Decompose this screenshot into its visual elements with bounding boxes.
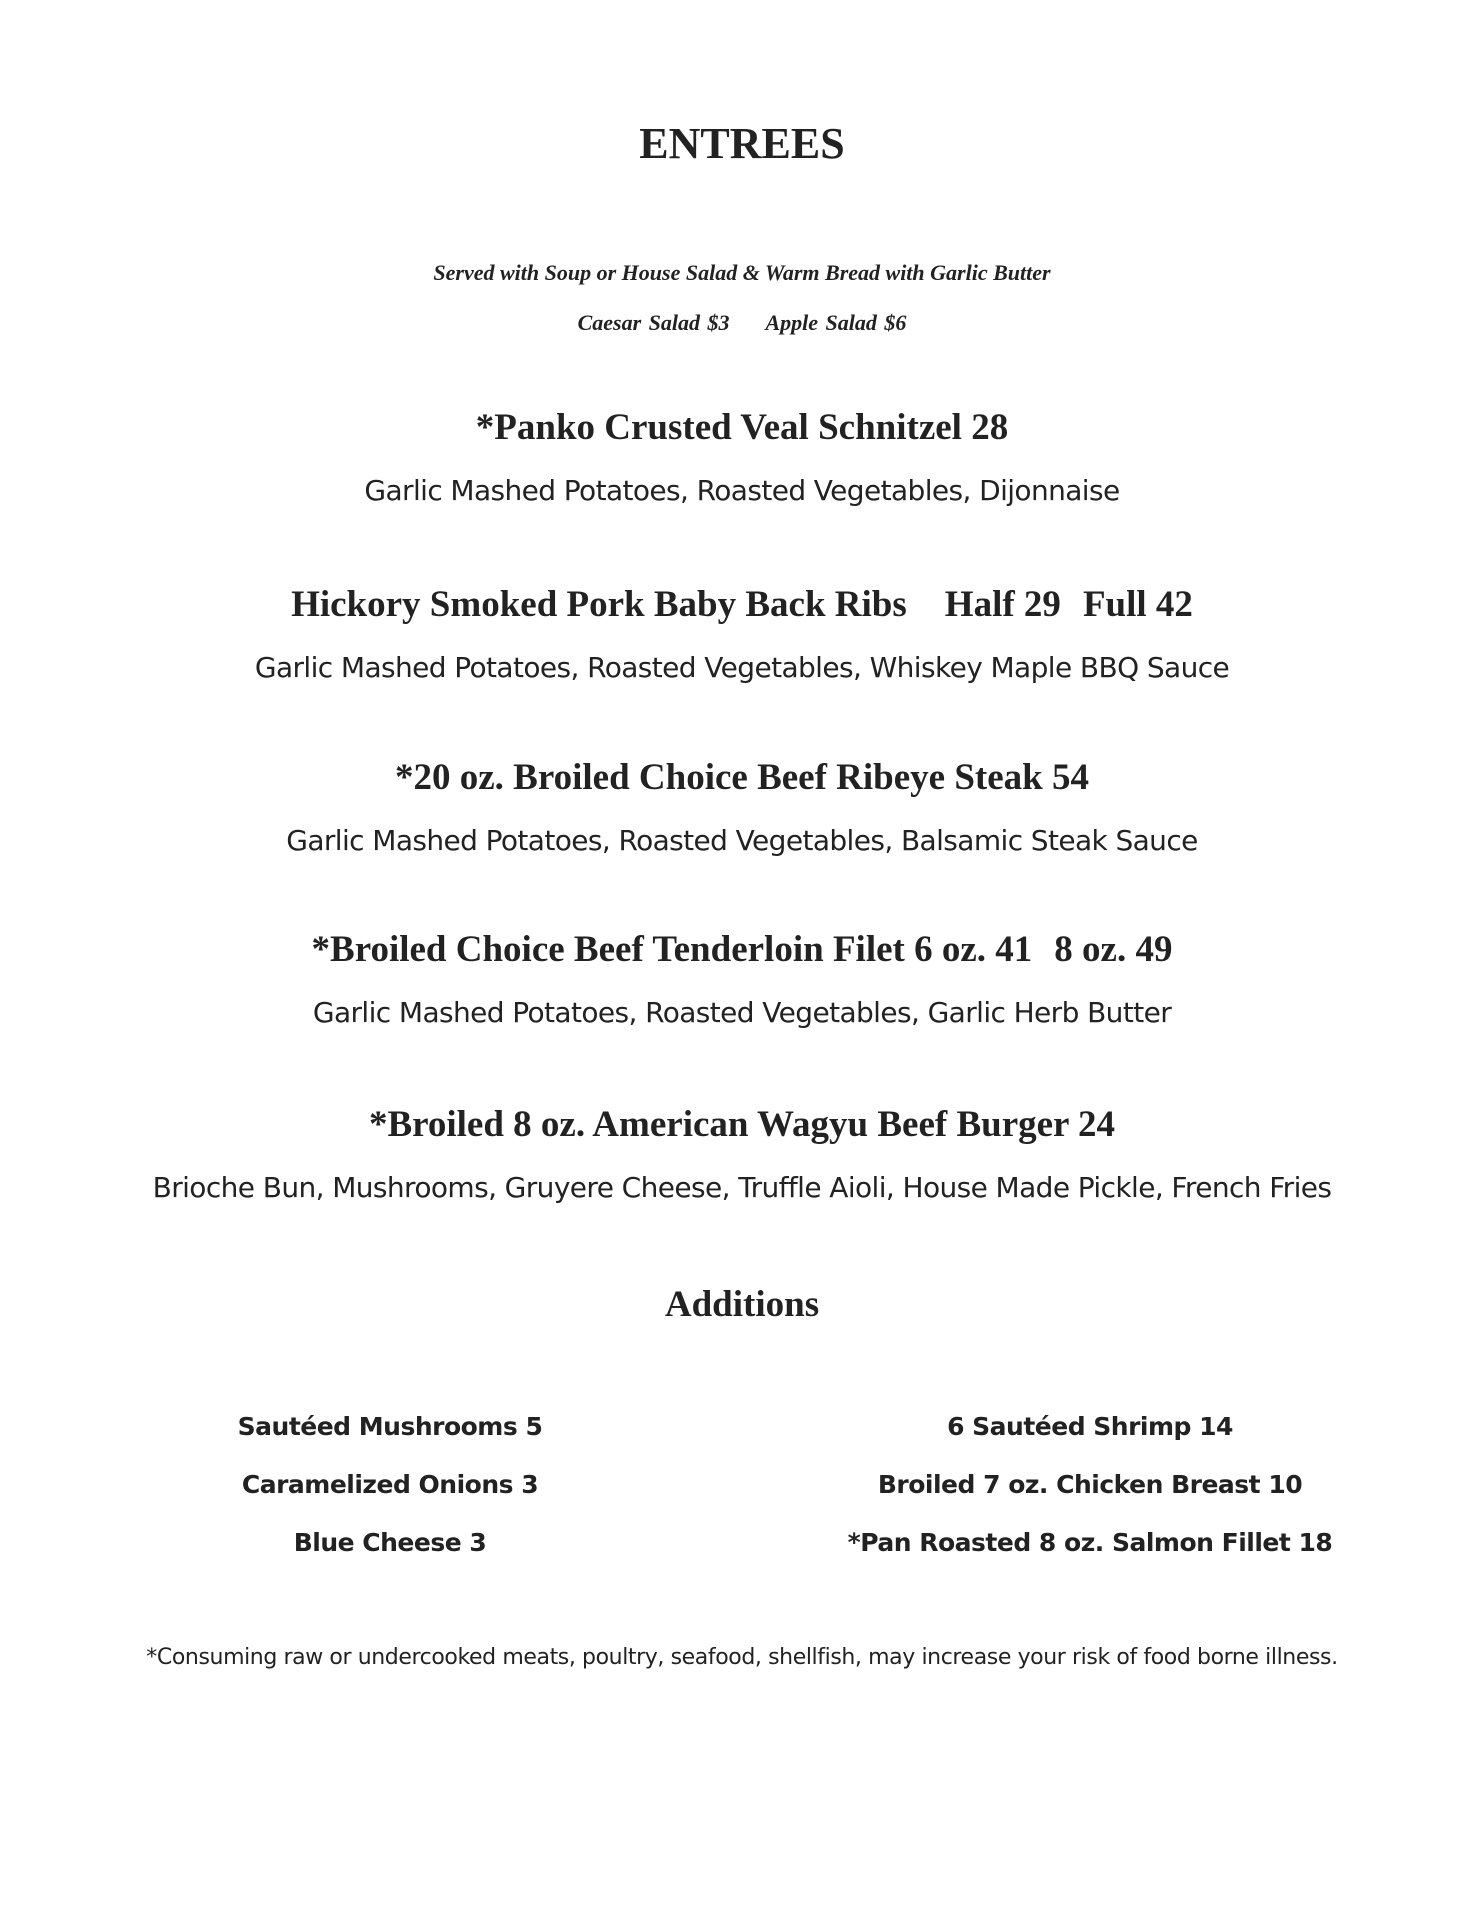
entree-name-row [0, 583, 1484, 627]
addition-item: Blue Cheese 3 [293, 1528, 487, 1557]
salad-upgrade-apple: Apple Salad $6 [765, 310, 907, 335]
entree-name: *Panko Crusted Veal Schnitzel 28 [475, 407, 1009, 448]
entree-name: *Broiled Choice Beef Tenderloin Filet 6 oz. 41 [311, 929, 1033, 970]
entree-description: Garlic Mashed Potatoes, Roasted Vegetables, Dijonnaise [364, 474, 1120, 507]
entree-name-row [0, 928, 1484, 972]
entree-description: Garlic Mashed Potatoes, Roasted Vegetables, Garlic Herb Butter [312, 996, 1172, 1029]
page-title: ENTREES [639, 119, 845, 168]
entree-description: Brioche Bun, Mushrooms, Gruyere Cheese, Truffle Aioli, House Made Pickle, French Fries [152, 1171, 1332, 1204]
entree-description: Garlic Mashed Potatoes, Roasted Vegetables, Balsamic Steak Sauce [286, 824, 1198, 857]
additions-title: Additions [664, 1284, 820, 1325]
addition-item: *Pan Roasted 8 oz. Salmon Fillet 18 [847, 1528, 1333, 1557]
entree-description: Garlic Mashed Potatoes, Roasted Vegetables, Whiskey Maple BBQ Sauce [254, 651, 1230, 684]
addition-item: 6 Sautéed Shrimp 14 [947, 1412, 1233, 1441]
addition-item: Caramelized Onions 3 [241, 1470, 539, 1499]
addition-item: Sautéed Mushrooms 5 [237, 1412, 543, 1441]
served-with-note: Served with Soup or House Salad & Warm Bread with Garlic Butter [433, 260, 1051, 285]
food-safety-footnote: *Consuming raw or undercooked meats, poultry, seafood, shellfish, may increase your risk of food borne illness. [146, 1645, 1338, 1670]
entree-price-8oz: 8 oz. 49 [1054, 929, 1173, 970]
salad-upgrade-caesar: Caesar Salad $3 [577, 310, 730, 335]
salad-upgrades [0, 309, 1484, 337]
entree-name: *20 oz. Broiled Choice Beef Ribeye Steak 54 [394, 757, 1089, 798]
entree-name: Hickory Smoked Pork Baby Back Ribs [291, 584, 907, 625]
entree-price-half: Half 29 [944, 584, 1061, 625]
addition-item: Broiled 7 oz. Chicken Breast 10 [877, 1470, 1303, 1499]
entree-name: *Broiled 8 oz. American Wagyu Beef Burger 24 [368, 1104, 1116, 1145]
entree-price-full: Full 42 [1082, 584, 1193, 625]
